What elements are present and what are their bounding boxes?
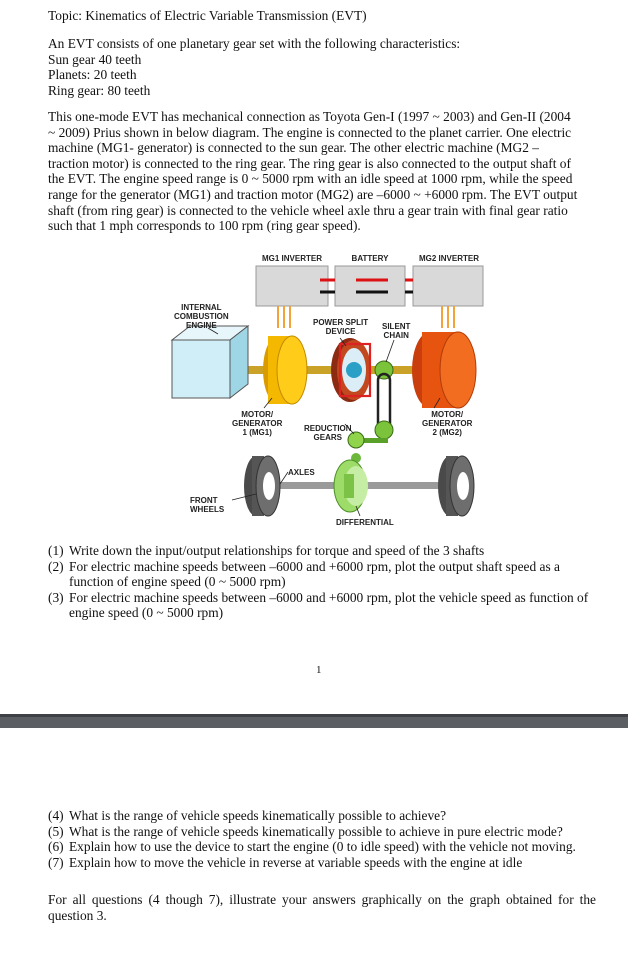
- question-number: (6): [48, 839, 64, 855]
- paragraph-line: machine (MG1- generator) is connected to the sun gear. The other electric machine (MG2 –: [48, 140, 539, 156]
- intro-line: An EVT consists of one planetary gear set with the following characteristics:: [48, 36, 461, 51]
- paragraph-line: such that 1 mph corresponds to 100 rpm (ring gear speed).: [48, 218, 361, 234]
- question-text: Explain how to use the device to start the engine (0 to idle speed) with the vehicle not moving.: [69, 839, 576, 855]
- label-silent-chain: SILENT CHAIN: [382, 322, 411, 340]
- prius-powertrain-diagram: [160, 248, 490, 533]
- paragraph-line: ~ 2009) Prius shown in below diagram. The engine is connected to the planet carrier. One electric: [48, 124, 572, 140]
- question-item: [48, 559, 596, 590]
- label-mg2: MOTOR/ GENERATOR 2 (MG2): [422, 410, 473, 437]
- powertrain-drawing: [160, 248, 490, 533]
- description-paragraph: [48, 109, 596, 234]
- label-mg2-inverter: MG2 INVERTER: [418, 254, 479, 263]
- gear-spec-block: [48, 36, 596, 98]
- page-number: 1: [316, 664, 322, 676]
- planet-carrier: [346, 362, 362, 378]
- question-item: [48, 543, 596, 559]
- page-separator: [0, 714, 628, 728]
- chain-sprocket-bottom: [375, 421, 393, 439]
- question-number: (1): [48, 543, 64, 558]
- label-mg1-inverter: MG1 INVERTER: [261, 254, 322, 263]
- gear-spec-ring: Ring gear: 80 teeth: [48, 82, 151, 98]
- question-text: What is the range of vehicle speeds kinematically possible to achieve in pure electric mode?: [69, 823, 563, 839]
- label-power-split: POWER SPLIT DEVICE: [313, 318, 369, 336]
- paragraph-line: the EVT. The engine speed range is 0 ~ 5000 rpm with an idle speed at 1000 rpm, while the speed: [48, 171, 573, 187]
- label-axles: AXLES: [288, 468, 315, 477]
- document-page-2: [0, 728, 628, 955]
- gear-spec-sun: Sun gear 40 teeth: [48, 51, 142, 67]
- question-text: Write down the input/output relationships for torque and speed of the 3 shafts: [69, 543, 485, 558]
- gear-spec-planets: Planets: 20 teeth: [48, 67, 137, 83]
- question-text: What is the range of vehicle speeds kinematically possible to achieve?: [69, 808, 447, 823]
- mg2-front: [440, 332, 476, 408]
- mg1-front: [277, 336, 307, 404]
- question-item: [48, 839, 596, 855]
- paragraph-line: shaft (from ring gear) is connected to the vehicle wheel axle thru a gear train with final gear ratio: [48, 202, 568, 218]
- label-reduction-gears: REDUCTION GEARS: [304, 424, 352, 442]
- questions-page1: [48, 543, 596, 621]
- engine-front: [172, 340, 230, 398]
- question-number: (3): [48, 589, 64, 605]
- question-number: (2): [48, 558, 64, 574]
- question-text: For electric machine speeds between –6000 and +6000 rpm, plot the output shaft speed as a function of engine speed (0 ~ 5000 rpm): [69, 558, 560, 590]
- mg1-inverter-box: [256, 266, 328, 306]
- label-mg1: MOTOR/ GENERATOR 1 (MG1): [232, 410, 283, 437]
- question-number: (7): [48, 854, 64, 870]
- question-text: For electric machine speeds between –6000 and +6000 rpm, plot the vehicle speed as function of engine speed (0 ~ 5000 rpm): [69, 589, 589, 621]
- battery-box: [335, 266, 405, 306]
- question-item: [48, 855, 596, 871]
- mg2-inverter-box: [413, 266, 483, 306]
- topic-heading: Topic: Kinematics of Electric Variable Transmission (EVT): [48, 8, 367, 23]
- question-number: (4): [48, 808, 64, 823]
- questions-page2: [48, 808, 596, 870]
- paragraph-line: range for the generator (MG1) and traction motor (MG2) are –6000 ~ +6000 rpm. The EVT output: [48, 186, 578, 202]
- paragraph-line: traction motor) is connected to the ring gear. The ring gear is also connected to the output shaft of: [48, 155, 571, 171]
- question-number: (5): [48, 823, 64, 839]
- label-engine: INTERNAL COMBUSTION ENGINE: [174, 303, 229, 330]
- paragraph-line: This one-mode EVT has mechanical connection as Toyota Gen-I (1997 ~ 2003) and Gen-II (2004: [48, 109, 571, 124]
- question-item: [48, 824, 596, 840]
- chain-sprocket-top: [375, 361, 393, 379]
- label-battery: BATTERY: [351, 254, 389, 263]
- label-differential: DIFFERENTIAL: [336, 518, 394, 527]
- final-instruction: For all questions (4 though 7), illustrate your answers graphically on the graph obtained for the question 3.: [48, 892, 596, 923]
- question-item: [48, 808, 596, 824]
- question-text: Explain how to move the vehicle in reverse at variable speeds with the engine at idle: [69, 854, 523, 870]
- question-item: [48, 590, 596, 621]
- label-front-wheels: FRONT WHEELS: [190, 496, 225, 514]
